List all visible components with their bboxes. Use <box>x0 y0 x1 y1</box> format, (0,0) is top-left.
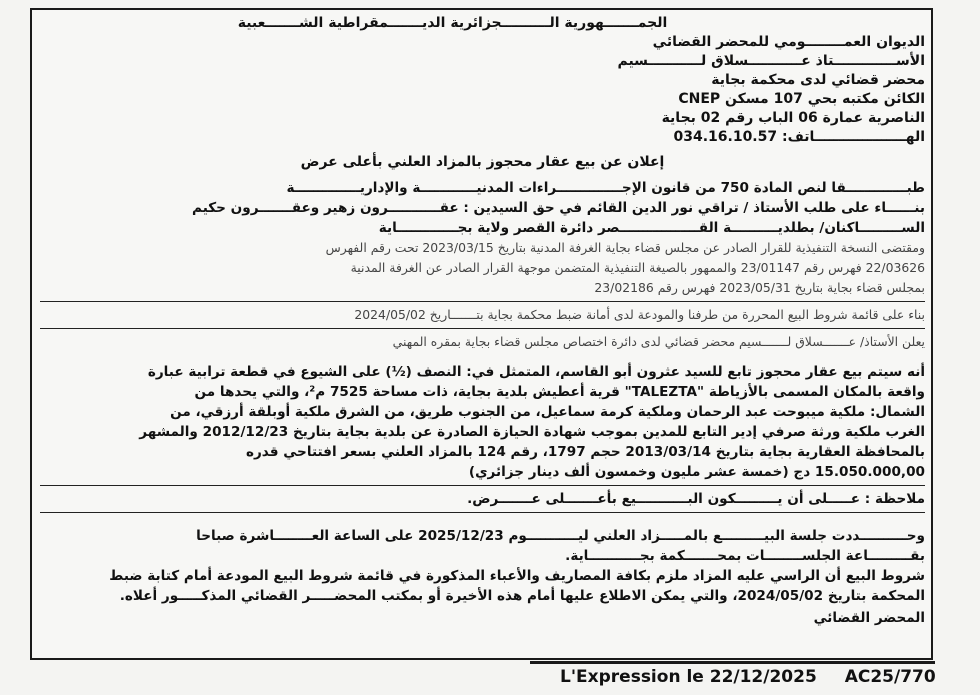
basis-line-1: طبـــــــــــــقا لنص المادة 750 من قانون الإجــــــــــــــراءات المدنيــــــــــــة والإداريــــــــــــــة <box>286 180 925 196</box>
divider <box>40 328 925 329</box>
basis-line-6: بمجلس قضاء بجاية بتاريخ 2023/05/31 فهرس رقم 23/02186 <box>594 280 925 295</box>
office-line-2: الأســـــــــــــتاذ عـــــــــــسلاق لـــــــــــسيم <box>617 53 925 69</box>
divider <box>40 485 925 486</box>
bailiff-announcement-line: يعلن الأستاذ/ عـــــــسلاق لـــــــسيم محضر قضائي لدى دائرة اختصاص مجلس قضاء بجاية بمقره المهني <box>392 334 925 349</box>
opening-price-line: 15.050.000,00 دج (خمسة عشر مليون وخمسون ألف دينار جزائري) <box>468 464 925 480</box>
publication-reference: AC25/770 <box>844 667 936 687</box>
office-phone: الهـــــــــــــــــــاتف: 034.16.10.57 <box>673 129 925 145</box>
republic-heading: الجمـــــــهورية الــــــــــجزائرية الديـــــــمقراطية الشـــــــعبية <box>237 15 668 31</box>
notice-title: إعلان عن بيع عقار محجوز بالمزاد العلني بأعلى عرض <box>300 154 665 170</box>
sale-line-1: أنه سيتم بيع عقار محجوز تابع للسيد عثرون أبو القاسم، المتمثل في: النصف (½) على الشيوع في قطعة ترابية عبارة <box>147 364 925 380</box>
office-line-3: محضر قضائي لدى محكمة بجاية <box>711 72 925 88</box>
divider <box>40 512 925 513</box>
office-block <box>40 33 925 147</box>
sale-line-4: الغرب ملكية ورثة صرفي إدير التابع للمدين بموجب شهادة الحيازة الصادرة عن بلدية بجاية بتاريخ 2012/12/23 والمشهر <box>139 424 925 440</box>
publication-footer <box>560 664 940 690</box>
sale-block <box>40 362 925 513</box>
divider <box>40 301 925 302</box>
conditions-line-2: المحكمة بتاريخ 2024/05/02، والتي يمكن الاطلاع عليها أمام هذه الأخيرة أو بمكتب المحضـــــر القضائي المذكـــــور أعلاه. <box>119 588 925 604</box>
sale-line-5: بالمحافظة العقارية بجاية بتاريخ 2013/03/14 حجم 1797، رقم 124 بالمزاد العلني بسعر افتتاحي قدره <box>245 444 925 460</box>
signature: المحضر القضائي <box>813 610 925 626</box>
sale-line-2: واقعة بالمكان المسمى بالأزياطة "TALEZTA" قرية أعطيش بلدية بجاية، ذات مساحة 7525 م²، والتي يحدها من <box>194 384 925 400</box>
conditions-deposit-line: بناء على قائمة شروط البيع المحررة من طرفنا والمودعة لدى أمانة ضبط محكمة بجاية بتـــــــاريخ 2024/05/02 <box>354 307 925 322</box>
session-block <box>40 526 925 566</box>
note-line: ملاحظة : عـــــلى أن يـــــــــكون البـــــــــــيع بأعـــــــلى عـــــــرض. <box>467 491 925 507</box>
sale-line-3: الشمال: ملكية ميبوحت عبد الرحمان وملكية كرمة سماعيل، من الجنوب طريق، من الشرق ملكية أوبلقة أرزقي، من <box>170 404 925 420</box>
session-line-1: وحــــــــــددت جلسة البيـــــــــع بالمـــــزاد العلني ليـــــــــــوم 2025/12/23 على الساعة العــــــــاشرة صباحا <box>196 528 925 544</box>
legal-notice <box>40 14 925 628</box>
publication-date: L'Expression le 22/12/2025 <box>560 667 817 687</box>
office-line-5: الناصرية عمارة 06 الباب رقم 02 بجاية <box>661 110 925 126</box>
basis-line-4: ومقتضى النسخة التنفيذية للقرار الصادر عن مجلس قضاء بجاية الغرفة المدنية بتاريخ 2023/03/15 تحت رقم الفهرس <box>325 240 925 255</box>
basis-line-3: الســـــــــاكنان/ بطلديــــــــــة القـــــــــــــــــصر دائرة القصر ولاية بجـــــــــــــاية <box>378 220 925 236</box>
session-line-2: بقـــــــــاعة الجلســــــــات بمحـــــــكمة بجـــــــــــاية. <box>565 548 925 564</box>
office-line-4: الكائن مكتبه بحي 107 مسكن CNEP <box>678 91 925 107</box>
basis-block <box>40 178 925 352</box>
basis-line-5: 22/03626 فهرس رقم 23/01147 والممهور بالصيغة التنفيذية المتضمن موجهة القرار الصادر عن الغرفة المدنية <box>350 260 925 275</box>
conditions-line-1: شروط البيع أن الراسي عليه المزاد ملزم بكافة المصاريف والأعباء المذكورة في قائمة شروط البيع المودعة أمام كتابة ضبط <box>109 568 925 584</box>
conditions-block <box>40 566 925 606</box>
basis-line-2: بنــــــاء على طلب الأستاذ / تراقي نور الدين القائم في حق السيدين : عقـــــــــــرون زهير وعقـــــــرون حكيم <box>192 200 925 216</box>
office-line-1: الديوان العمــــــــومي للمحضر القضائي <box>652 34 925 50</box>
